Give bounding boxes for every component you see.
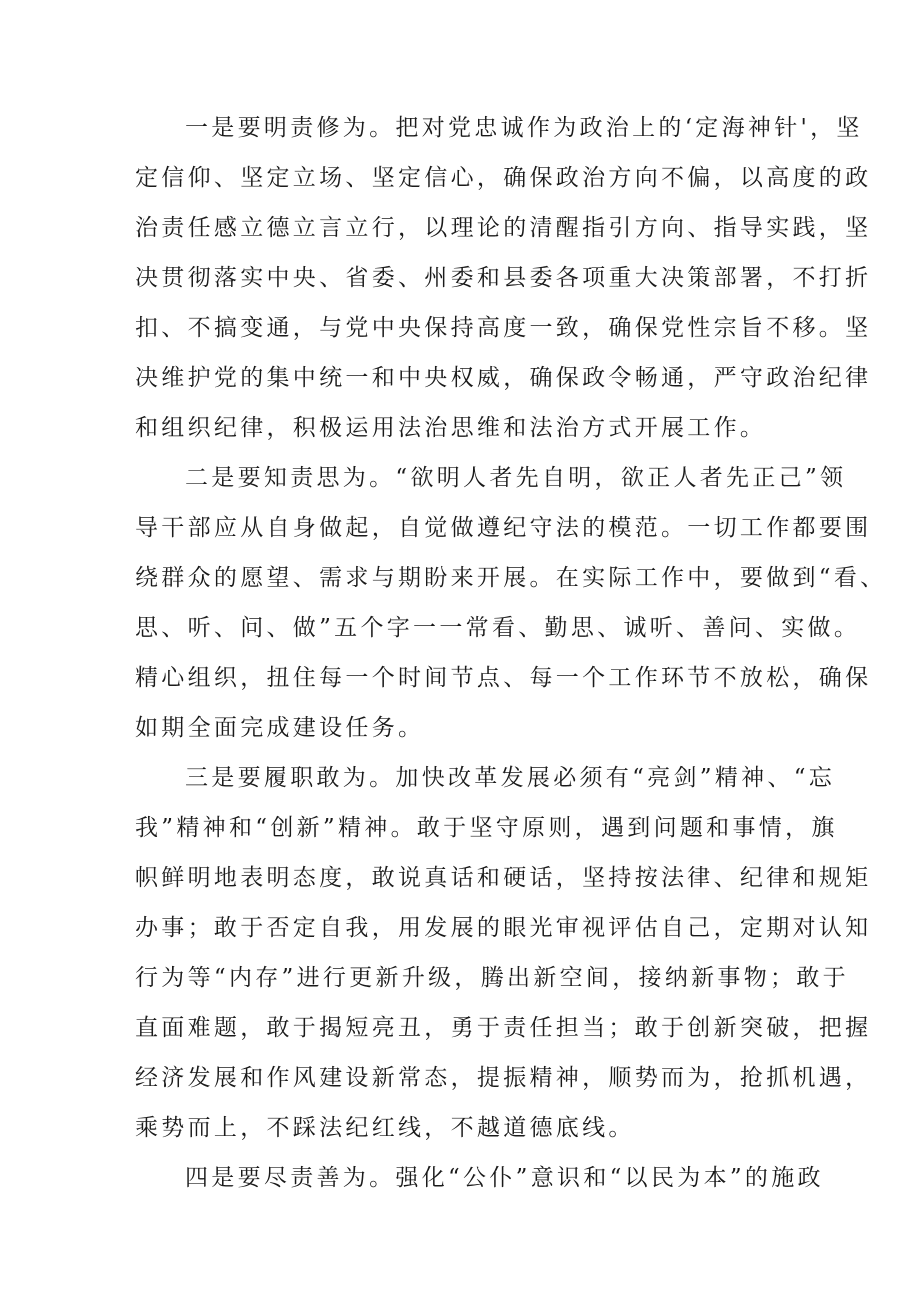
paragraph-3-line-2: 我”精神和“创新”精神。敢于坚守原则，遇到问题和事情，旗 — [135, 815, 838, 841]
paragraph-2-line-5: 精心组织，扭住每一个时间节点、每一个工作环节不放松，确保 — [135, 665, 872, 691]
paragraph-1-line-7: 和组织纪律，积极运用法治思维和法治方式开展工作。 — [135, 415, 767, 441]
paragraph-2-line-1: 二是要知责思为。“欲明人者先自明，欲正人者先正己”领 — [185, 465, 847, 491]
paragraph-1-line-5: 扣、不搞变通，与党中央保持高度一致，确保党性宗旨不移。坚 — [135, 315, 872, 341]
paragraph-3-line-8: 乘势而上，不踩法纪红线，不越道德底线。 — [135, 1115, 635, 1141]
paragraph-3-line-1: 三是要履职敢为。加快改革发展必须有“亮剑”精神、“忘 — [185, 765, 836, 791]
paragraph-3-line-4: 办事；敢于否定自我，用发展的眼光审视评估自己，定期对认知 — [135, 915, 872, 941]
paragraph-4-line-1: 四是要尽责善为。强化“公仆”意识和“以民为本”的施政 — [185, 1165, 824, 1191]
paragraph-1-line-1: 一是要明责修为。把对党忠诚作为政治上的‘定海神针'，坚 — [185, 115, 863, 141]
paragraph-1-line-4: 决贯彻落实中央、省委、州委和县委各项重大决策部署，不打折 — [135, 265, 872, 291]
paragraph-1-line-3: 治责任感立德立言立行，以理论的清醒指引方向、指导实践，坚 — [135, 215, 872, 241]
paragraph-3-line-3: 帜鲜明地表明态度，敢说真话和硬话，坚持按法律、纪律和规矩 — [135, 865, 872, 891]
paragraph-3-line-7: 经济发展和作风建设新常态，提振精神，顺势而为，抢抓机遇， — [135, 1065, 872, 1091]
paragraph-1-line-6: 决维护党的集中统一和中央权威，确保政令畅通，严守政治纪律 — [135, 365, 872, 391]
paragraph-3-line-6: 直面难题，敢于揭短亮丑，勇于责任担当；敢于创新突破，把握 — [135, 1015, 872, 1041]
paragraph-2-line-6: 如期全面完成建设任务。 — [135, 715, 425, 741]
paragraph-2-line-3: 绕群众的愿望、需求与期盼来开展。在实际工作中，要做到“看、 — [135, 565, 887, 591]
paragraph-2-line-2: 导干部应从自身做起，自觉做遵纪守法的模范。一切工作都要围 — [135, 515, 872, 541]
paragraph-2-line-4: 思、听、问、做”五个字一一常看、勤思、诚听、善问、实做。 — [135, 615, 861, 641]
paragraph-1-line-2: 定信仰、坚定立场、坚定信心，确保政治方向不偏，以高度的政 — [135, 165, 872, 191]
paragraph-3-line-5: 行为等“内存”进行更新升级，腾出新空间，接纳新事物；敢于 — [135, 965, 849, 991]
